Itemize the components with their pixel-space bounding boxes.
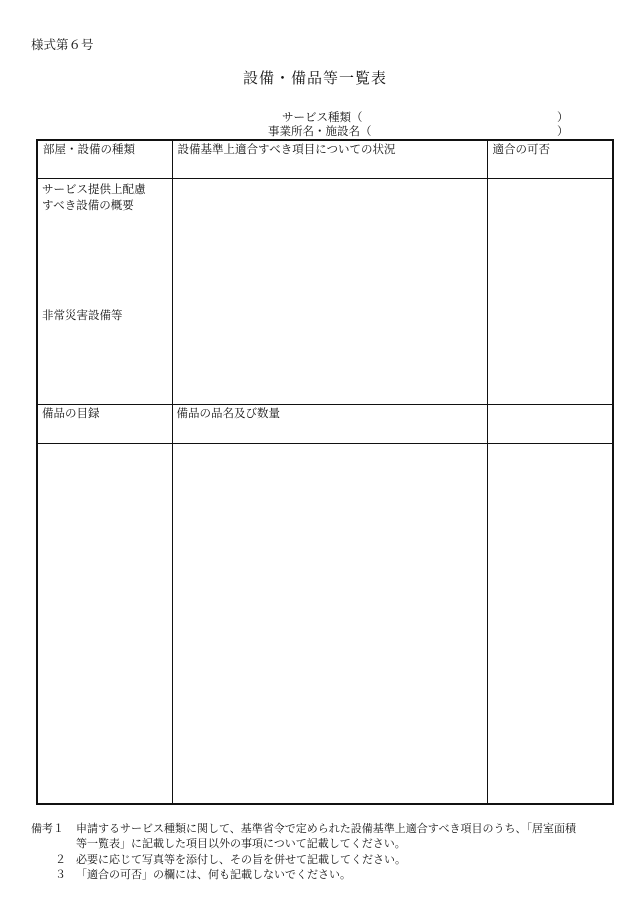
- note-1-line2: 等一覧表」に記載した項目以外の事項について記載してください。: [76, 837, 406, 850]
- facility-status-cell[interactable]: [172, 179, 487, 405]
- equipment-items-text: 備品の品名及び数量: [176, 406, 280, 420]
- equipment-catalog-text: 備品の目録: [42, 406, 100, 420]
- equipment-list-table: [36, 139, 614, 805]
- office-name-close-paren: ）: [557, 124, 569, 138]
- equipment-catalog-cell: [37, 405, 172, 444]
- office-name-label: 事業所名・施設名（: [268, 124, 372, 138]
- header-status-text: 設備基準上適合すべき項目についての状況: [177, 142, 396, 156]
- equipment-header-row: [37, 405, 613, 444]
- equipment-body-col1[interactable]: [37, 444, 172, 805]
- equipment-compliance-header-cell: [487, 405, 613, 444]
- disaster-equipment-label: 非常災害設備等: [42, 308, 123, 322]
- facility-type-cell: [37, 179, 172, 405]
- form-number: 様式第６号: [31, 37, 94, 52]
- service-type-close-paren: ）: [557, 110, 569, 124]
- header-room-type: [37, 140, 172, 179]
- note-1-line1: 申請するサービス種類に関して、基準省令で定められた設備基準上適合すべき項目のうち、「居室面積: [76, 822, 577, 835]
- header-status: [172, 140, 487, 179]
- facility-overview-label: [42, 181, 146, 213]
- header-compliance-text: 適合の可否: [492, 142, 550, 156]
- equipment-body-col3[interactable]: [487, 444, 613, 805]
- notes-prefix: 備考１: [31, 822, 64, 835]
- equipment-items-cell: [172, 405, 487, 444]
- header-room-type-text: 部屋・設備の種類: [43, 142, 135, 156]
- equipment-body-row: [37, 444, 613, 805]
- note-3-text: 「適合の可否」の欄には、何も記載しないでください。: [76, 868, 351, 881]
- facility-compliance-cell[interactable]: [487, 179, 613, 405]
- note-2-number: ２: [55, 853, 66, 866]
- header-compliance: [487, 140, 613, 179]
- facility-overview-line1: サービス提供上配慮: [42, 182, 146, 196]
- document-title: 設備・備品等一覧表: [242, 69, 387, 87]
- note-3-number: ３: [55, 868, 66, 881]
- table-header-row: [37, 140, 613, 179]
- facility-row: [37, 179, 613, 405]
- note-2-text: 必要に応じて写真等を添付し、その旨を併せて記載してください。: [76, 853, 406, 866]
- facility-overview-line2: すべき設備の概要: [42, 198, 134, 212]
- equipment-body-col2[interactable]: [172, 444, 487, 805]
- service-type-label: サービス種類（: [282, 110, 363, 124]
